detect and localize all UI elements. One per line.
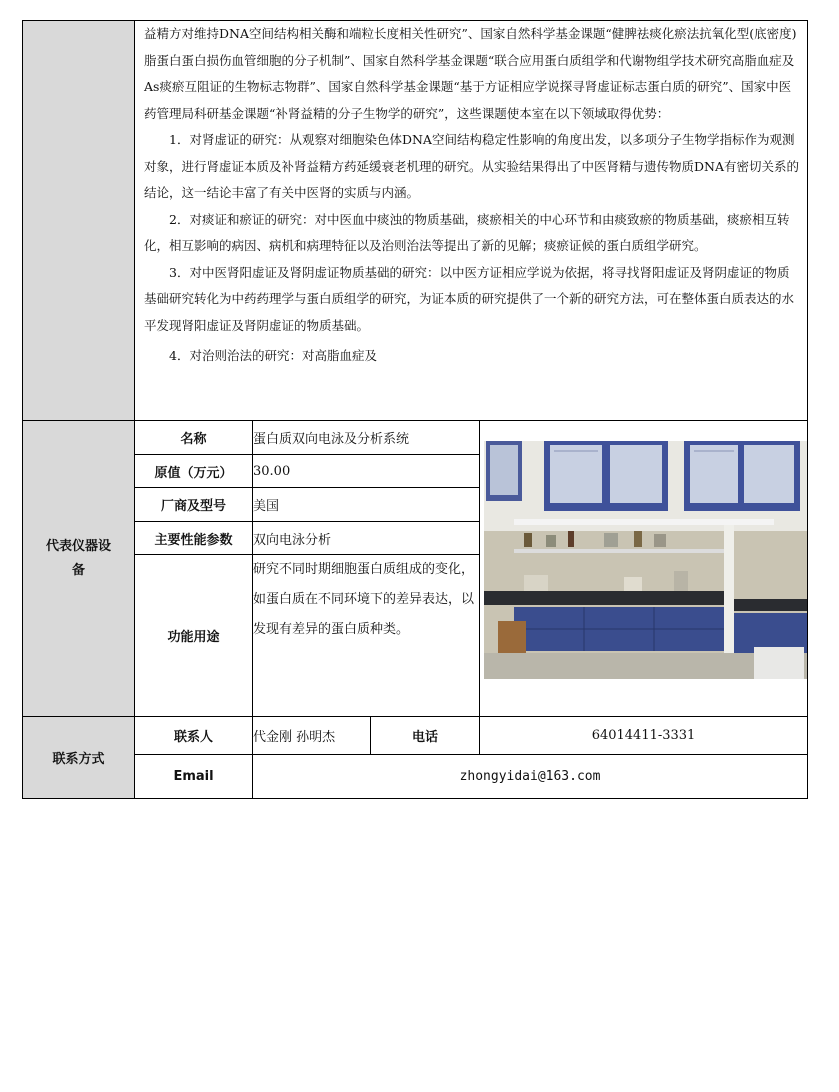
research-label-cell	[23, 21, 135, 421]
contact-person-label: 联系人	[135, 717, 253, 755]
instrument-section-label: 代表仪器设备	[23, 421, 135, 717]
instrument-name-label: 名称	[135, 421, 253, 455]
contact-email-value: zhongyidai@163.com	[253, 755, 808, 799]
contact-person-value: 代金刚 孙明杰	[253, 717, 371, 755]
research-point-3: 3．对中医肾阳虚证及肾阴虚证物质基础的研究：以中医方证相应学说为依据，将寻找肾阳虚证及肾阴虚证的物质基础研究转化为中药药理学与蛋白质组学的研究，为证本质的研究提供了一个新的研究方法，可在整体蛋白质表达的水平发现肾阳虚证及肾阴虚证的物质基础。	[144, 264, 795, 333]
research-point-2: 2．对痰证和瘀证的研究：对中医血中痰浊的物质基础，痰瘀相关的中心环节和由痰致瘀的物质基础，痰瘀相互转化，相互影响的病因、病机和病理特征以及治则治法等提出了新的见解；痰瘀证候的蛋白质组学研究。	[144, 211, 790, 253]
instrument-maker-value: 美国	[253, 488, 480, 522]
lab-photo	[484, 441, 808, 679]
instrument-photo-cell	[480, 421, 808, 717]
instrument-spec-value: 双向电泳分析	[253, 522, 480, 555]
contact-phone-label: 电话	[371, 717, 480, 755]
lab-info-table	[22, 20, 808, 799]
research-intro: 益精方对维持DNA空间结构相关酶和端粒长度相关性研究”、国家自然科学基金课题“健脾祛痰化瘀法抗氧化型(底密度)脂蛋白蛋白损伤血管细胞的分子机制”、国家自然科学基金课题“联合应用蛋白质组学和代谢物组学技术研究高脂血症及As痰瘀互阻证的生物标志物群”、国家自然科学基金课题“基于方证相应学说探寻肾虚证标志蛋白质的研究”、国家中医药管理局科研基金课题“补肾益精的分子生物学的研究”，这些课题使本室在以下领域取得优势：	[144, 26, 797, 121]
instrument-value-value: 30.00	[253, 455, 480, 488]
instrument-spec-label: 主要性能参数	[135, 522, 253, 555]
research-point-4: 4．对治则治法的研究：对高脂血症及	[169, 348, 377, 363]
contact-section-label: 联系方式	[23, 717, 135, 799]
instrument-maker-label: 厂商及型号	[135, 488, 253, 522]
instrument-function-value: 研究不同时期细胞蛋白质组成的变化，如蛋白质在不同环境下的差异表达，以发现有差异的蛋白质种类。	[253, 555, 480, 717]
research-text-cell	[135, 21, 808, 421]
contact-email-label: Email	[135, 755, 253, 799]
instrument-name-value: 蛋白质双向电泳及分析系统	[253, 421, 480, 455]
instrument-function-label: 功能用途	[135, 555, 253, 717]
instrument-value-label: 原值（万元）	[135, 455, 253, 488]
contact-phone-value: 64014411-3331	[480, 717, 808, 755]
research-point-1: 1．对肾虚证的研究：从观察对细胞染色体DNA空间结构稳定性影响的角度出发，以多项分子生物学指标作为观测对象，进行肾虚证本质及补肾益精方药延缓衰老机理的研究。从实验结果得出了中医肾精与遗传物质DNA有密切关系的结论，这一结论丰富了有关中医肾的实质与内涵。	[144, 132, 799, 200]
